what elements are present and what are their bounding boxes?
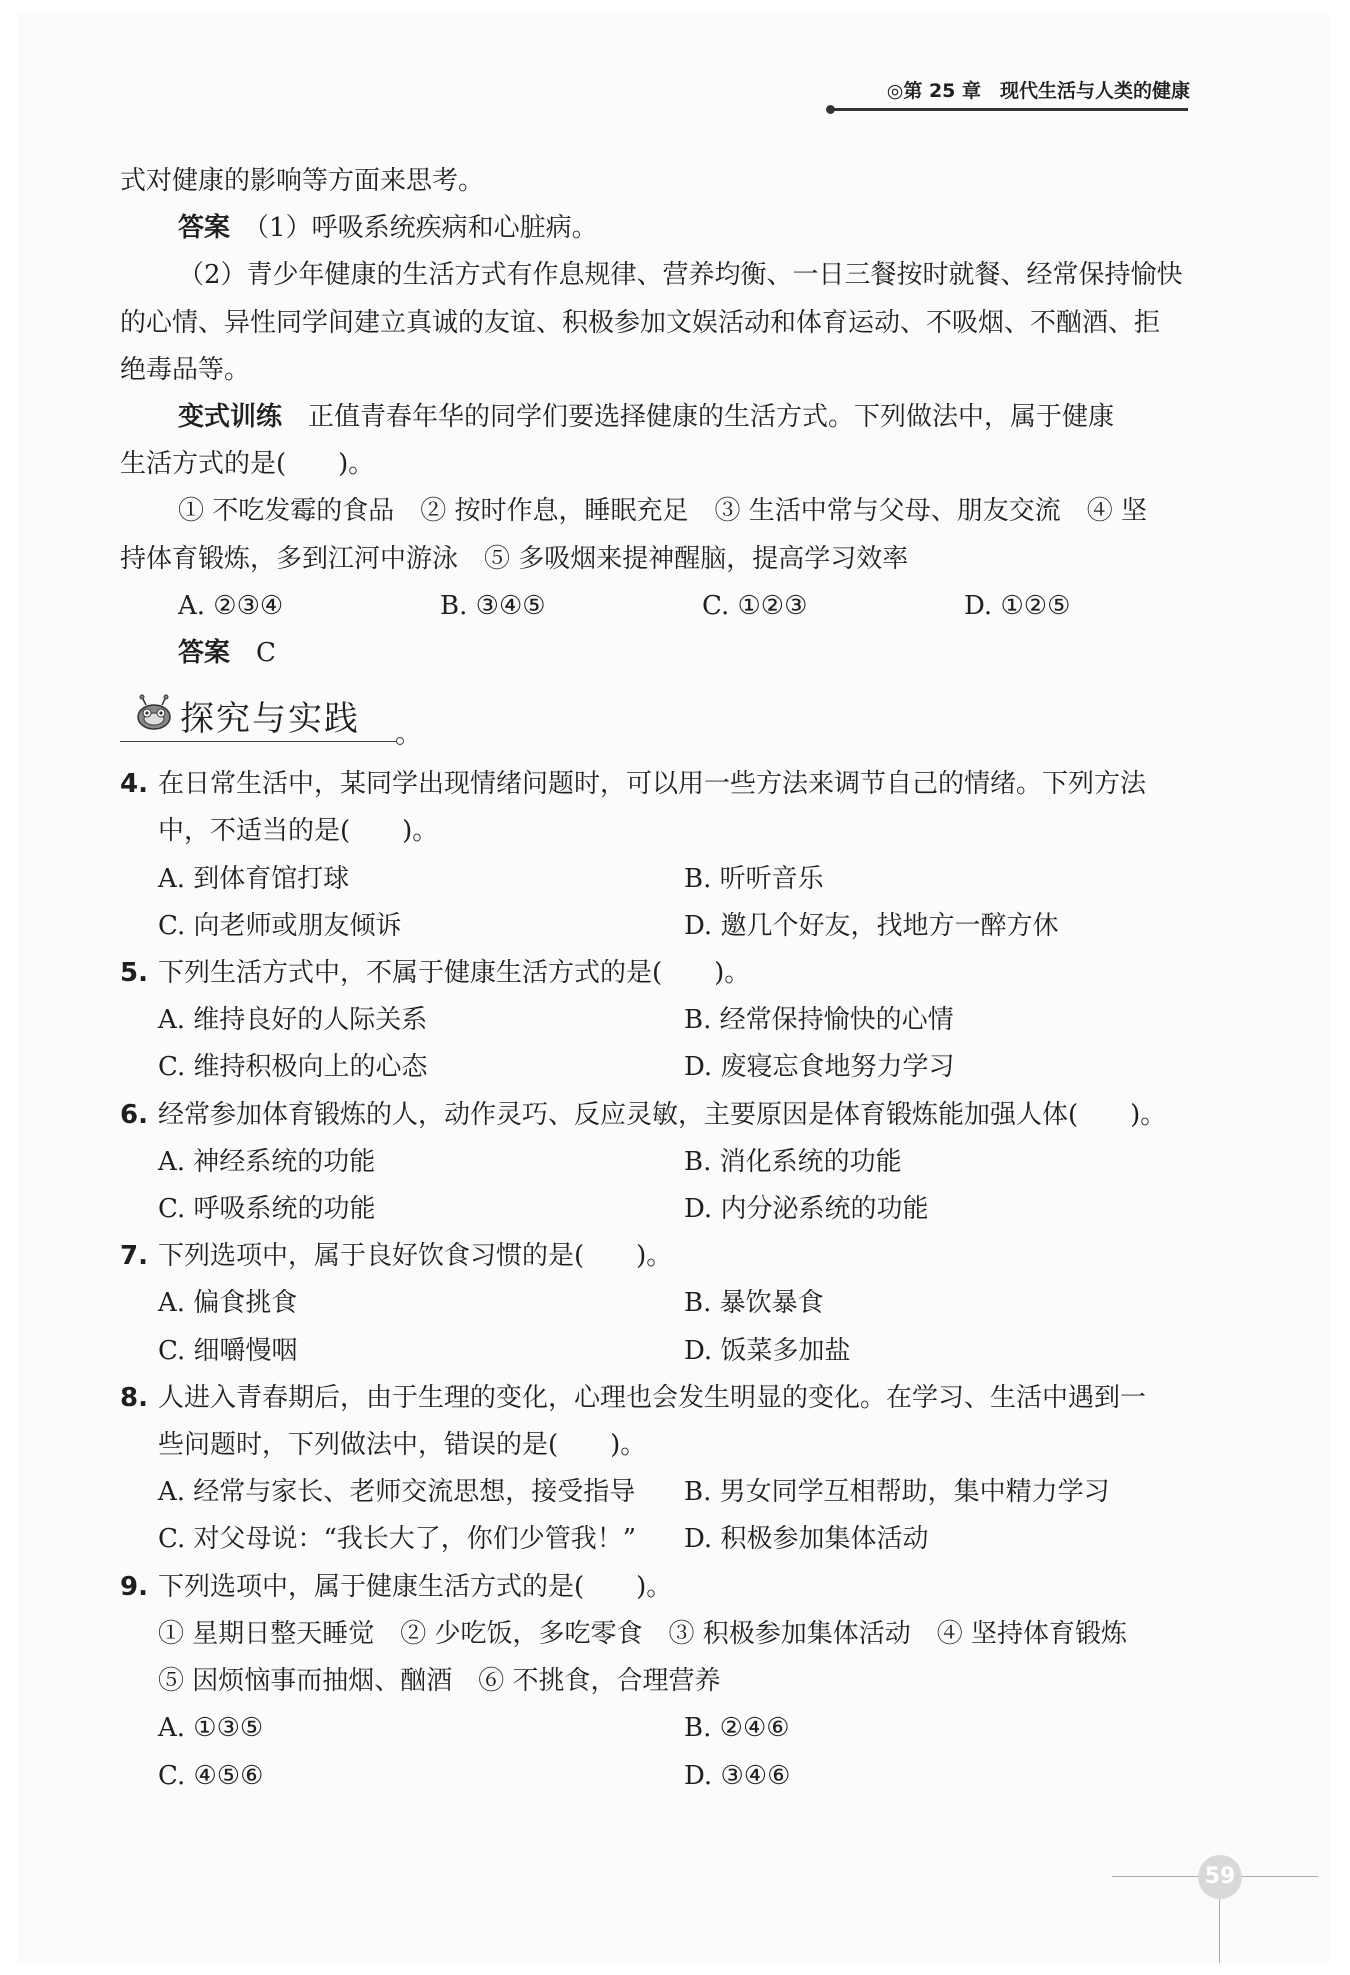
section-underline [120,741,398,742]
option: C. ④⑤⑥ [158,1760,264,1791]
option: B. 男女同学互相帮助，集中精力学习 [684,1477,1110,1508]
text-line: ① 不吃发霉的食品 ② 按时作息，睡眠充足 ③ 生活中常与父母、朋友交流 ④ 坚 [178,496,1148,527]
question [120,1375,1190,1564]
variant-text: 正值青春年华的同学们要选择健康的生活方式。下列做法中，属于健康 [308,402,1115,433]
options [120,1469,1190,1563]
text-line: 的心情、异性同学间建立真诚的友谊、积极参加文娱活动和体育运动、不吸烟、不酗酒、拒 [120,307,1161,338]
option: D. ③④⑥ [684,1760,791,1791]
question [120,1233,1190,1375]
question-number: 7. [120,1241,148,1272]
question-items: ① 星期日整天睡觉 ② 少吃饭，多吃零食 ③ 积极参加集体活动 ④ 坚持体育锻炼 [158,1618,1128,1649]
question-text: 些问题时，下列做法中，错误的是( )。 [158,1430,647,1461]
section-underline-end [396,737,404,745]
answer-line [120,205,1190,252]
variant-line [120,394,1190,441]
variant-options [120,583,1190,630]
question [120,1092,1190,1234]
option: A. 到体育馆打球 [158,863,350,894]
option: B. ③④⑤ [440,590,546,621]
robot-icon [134,693,174,733]
option: B. 暴饮暴食 [684,1288,824,1319]
question-items: ⑤ 因烦恼事而抽烟、酗酒 ⑥ 不挑食，合理营养 [158,1666,721,1697]
header-rule [832,108,1188,111]
text-line: 生活方式的是( )。 [120,449,375,480]
options [120,997,1190,1091]
option: B. 听听音乐 [684,863,824,894]
answer-text: C [256,638,276,669]
option: D. 内分泌系统的功能 [684,1194,929,1225]
options [120,856,1190,950]
question-text: 人进入青春期后，由于生理的变化，心理也会发生明显的变化。在学习、生活中遇到一 [158,1382,1147,1413]
question-number: 8. [120,1382,148,1413]
option: D. 积极参加集体活动 [684,1524,929,1555]
option: B. 消化系统的功能 [684,1146,902,1177]
answer-label: 答案 [178,213,231,244]
option: D. ①②⑤ [964,590,1071,621]
option: C. 对父母说：“我长大了，你们少管我！” [158,1524,637,1555]
answer-text: （1）呼吸系统疾病和心脏病。 [256,213,598,244]
option: A. 偏食挑食 [158,1288,298,1319]
question-text: 下列选项中，属于良好饮食习惯的是( )。 [158,1241,673,1272]
question-number: 6. [120,1099,148,1130]
option: A. ①③⑤ [158,1713,264,1744]
option: C. 维持积极向上的心态 [158,1052,428,1083]
question [120,1564,1190,1800]
answer-label: 答案 [178,638,231,669]
question [120,950,1190,1092]
option: A. 维持良好的人际关系 [158,1005,428,1036]
question-text: 下列选项中，属于健康生活方式的是( )。 [158,1571,673,1602]
text-line: 持体育锻炼，多到江河中游泳 ⑤ 多吸烟来提神醒脑，提高学习效率 [120,543,909,574]
text-line: 式对健康的影响等方面来思考。 [120,166,485,196]
section-heading [120,681,1190,761]
page-number-rule [1219,1899,1220,1963]
section-title: 探究与实践 [180,699,360,740]
text-line: （2）青少年健康的生活方式有作息规律、营养均衡、一日三餐按时就餐、经常保持愉快 [178,260,1183,291]
options [120,1705,1190,1799]
option: A. ②③④ [178,590,284,621]
question-text: 在日常生活中，某同学出现情绪问题时，可以用一些方法来调节自己的情绪。下列方法 [158,769,1147,800]
chapter-header: ◎第 25 章 现代生活与人类的健康 [886,80,1190,102]
text-line: 绝毒品等。 [120,354,251,385]
option: A. 经常与家长、老师交流思想，接受指导 [158,1477,636,1508]
question-number: 4. [120,769,148,800]
content [120,158,1190,1800]
question-text: 下列生活方式中，不属于健康生活方式的是( )。 [158,958,751,989]
question-number: 5. [120,958,148,989]
option: D. 饭菜多加盐 [684,1335,851,1366]
option: D. 废寝忘食地努力学习 [684,1052,955,1083]
option: C. 向老师或朋友倾诉 [158,910,402,941]
page-number: 59 [1198,1855,1242,1899]
question-number: 9. [120,1571,148,1602]
option: B. 经常保持愉快的心情 [684,1005,954,1036]
variant-label: 变式训练 [178,402,283,433]
answer-line [120,630,1190,677]
question-text: 中，不适当的是( )。 [158,816,439,847]
question-text: 经常参加体育锻炼的人，动作灵巧、反应灵敏，主要原因是体育锻炼能加强人体( )。 [158,1099,1167,1130]
options [120,1280,1190,1374]
options [120,1139,1190,1233]
option: C. 呼吸系统的功能 [158,1194,376,1225]
option: C. 细嚼慢咽 [158,1335,298,1366]
option: C. ①②③ [702,590,808,621]
option: D. 邀几个好友，找地方一醉方休 [684,910,1059,941]
question [120,761,1190,950]
option: A. 神经系统的功能 [158,1146,376,1177]
option: B. ②④⑥ [684,1713,790,1744]
